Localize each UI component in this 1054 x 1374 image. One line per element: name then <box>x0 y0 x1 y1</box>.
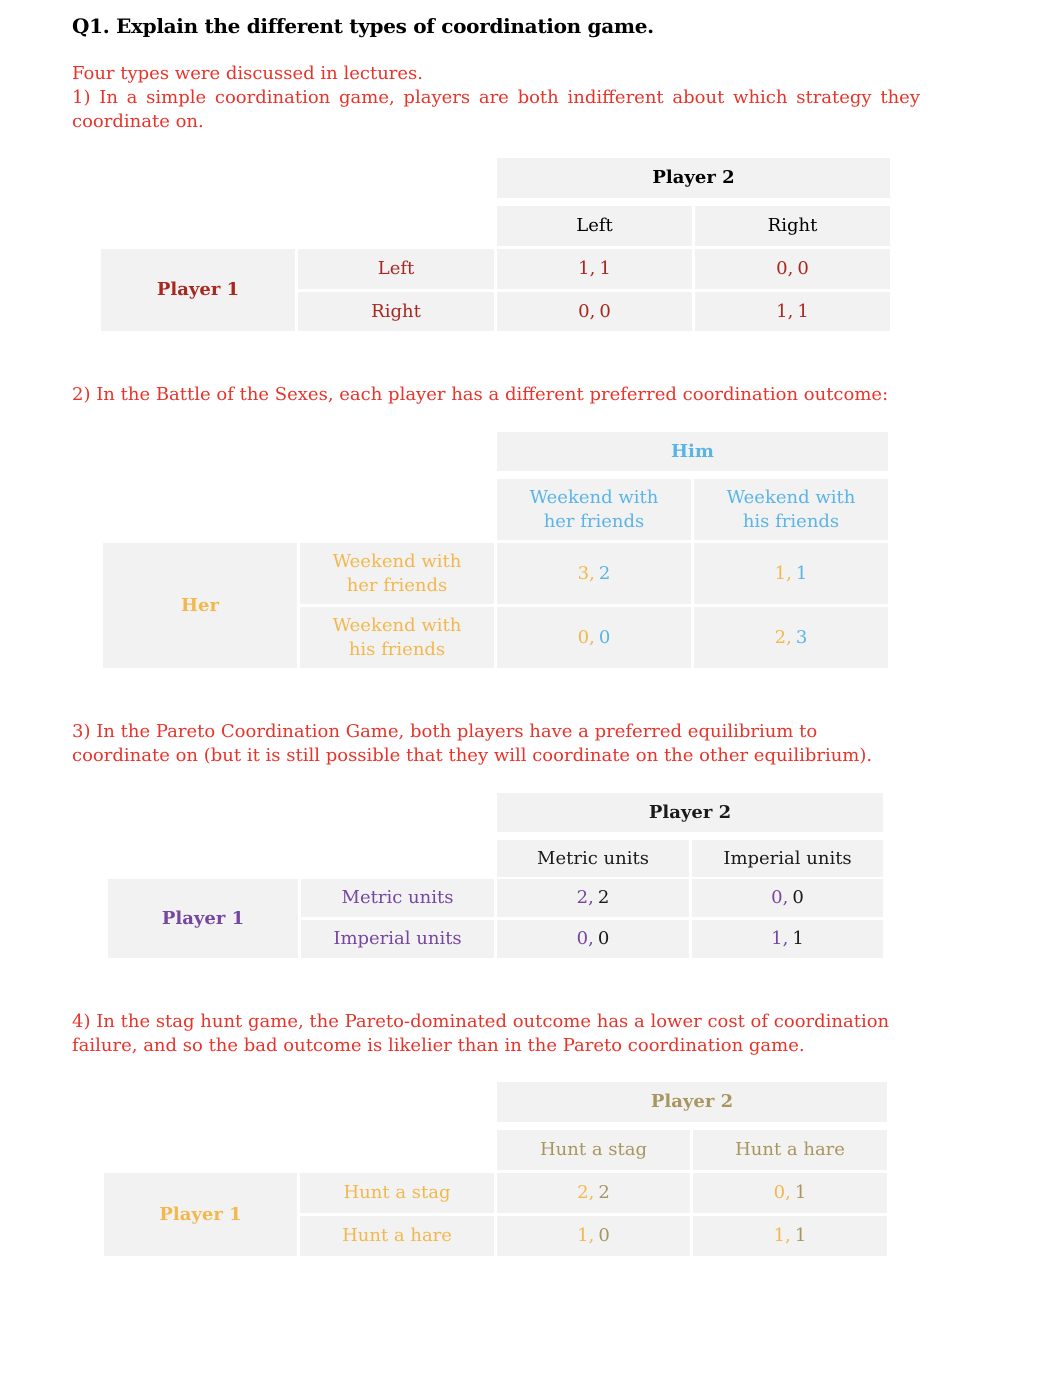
col-player-label: Him <box>497 432 888 471</box>
question-title: Q1. Explain the different types of coordination game. <box>72 14 654 38</box>
row-player-label: Player 1 <box>104 1173 297 1256</box>
row-strategy-imperial: Imperial units <box>301 920 494 958</box>
payoff-cell: 1 , 1 <box>692 920 883 958</box>
game-4-description: 4) In the stag hunt game, the Pareto-dominated outcome has a lower cost of coordination failure, and so the bad outcome is likelier than in the Pareto coordination game. <box>72 1011 890 1056</box>
payoff-cell: 1 , 1 <box>694 543 888 604</box>
payoff-cell: 2 , 3 <box>694 607 888 668</box>
col-player-label: Player 2 <box>497 158 890 198</box>
payoff-cell: 1 , 1 <box>693 1216 887 1256</box>
col-strategy-left: Left <box>497 206 692 246</box>
col-strategy-hare: Hunt a hare <box>693 1130 887 1170</box>
col-strategy-her-friends: Weekend with her friends <box>497 479 691 540</box>
game-1-description: 1) In a simple coordination game, players are both indifferent about which strategy they coordinate on. <box>72 87 920 132</box>
row-strategy-her-friends: Weekend with her friends <box>300 543 494 604</box>
payoff-cell: 1 , 1 <box>695 292 890 331</box>
payoff-cell: 2 , 2 <box>497 879 689 917</box>
row-player-label: Player 1 <box>108 879 298 958</box>
game-3-description: 3) In the Pareto Coordination Game, both players have a preferred equilibrium to coordinate on (but it is still possible that they will coordinate on the other equilibrium). <box>72 721 873 766</box>
payoff-cell: 0 , 0 <box>695 249 890 289</box>
payoff-cell: 0 , 0 <box>692 879 883 917</box>
payoff-cell: 0 , 0 <box>497 607 691 668</box>
row-strategy-his-friends: Weekend with his friends <box>300 607 494 668</box>
payoff-cell: 3 , 2 <box>497 543 691 604</box>
payoff-cell: 0 , 0 <box>497 292 692 331</box>
game-2-description: 2) In the Battle of the Sexes, each player has a different preferred coordination outcome: <box>72 384 889 405</box>
payoff-cell: 2 , 2 <box>497 1173 690 1213</box>
row-player-label: Her <box>103 543 297 668</box>
payoff-cell: 0 , 0 <box>497 920 689 958</box>
col-player-label: Player 2 <box>497 793 883 832</box>
payoff-cell: 1 , 1 <box>497 249 692 289</box>
intro-text: Four types were discussed in lectures. <box>72 63 423 84</box>
row-player-label: Player 1 <box>101 249 295 331</box>
col-strategy-metric: Metric units <box>497 840 689 877</box>
payoff-cell: 1 , 0 <box>497 1216 690 1256</box>
col-strategy-right: Right <box>695 206 890 246</box>
row-strategy-right: Right <box>298 292 494 331</box>
payoff-cell: 0 , 1 <box>693 1173 887 1213</box>
row-strategy-hare: Hunt a hare <box>300 1216 494 1256</box>
col-strategy-his-friends: Weekend with his friends <box>694 479 888 540</box>
row-strategy-left: Left <box>298 249 494 289</box>
row-strategy-metric: Metric units <box>301 879 494 917</box>
col-player-label: Player 2 <box>497 1082 887 1122</box>
row-strategy-stag: Hunt a stag <box>300 1173 494 1213</box>
col-strategy-imperial: Imperial units <box>692 840 883 877</box>
col-strategy-stag: Hunt a stag <box>497 1130 690 1170</box>
